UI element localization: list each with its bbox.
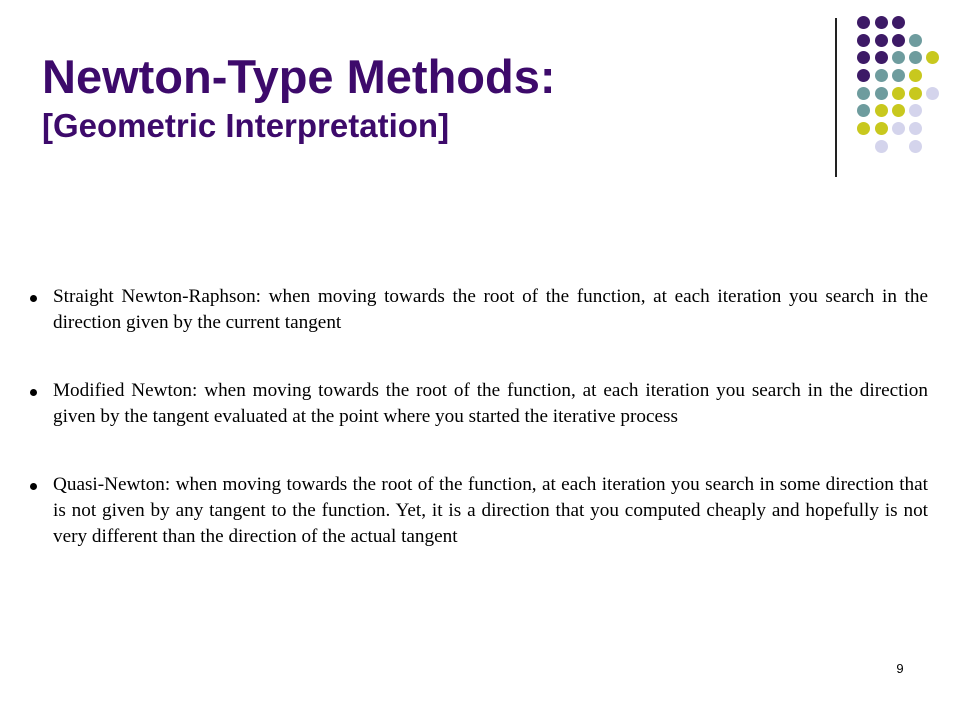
bullet-list xyxy=(28,284,928,550)
decorative-dot-icon xyxy=(875,16,888,29)
decorative-dot-icon xyxy=(909,122,922,135)
decorative-dot-icon xyxy=(909,51,922,64)
slide-subtitle: [Geometric Interpretation] xyxy=(42,107,450,144)
divider-line xyxy=(835,18,837,177)
bullet-text: Straight Newton-Raphson: when moving towards the root of the function, at each iteration you search in the direction given by the current tangent xyxy=(53,286,928,333)
decorative-dot-icon xyxy=(909,34,922,47)
decorative-dot-icon xyxy=(875,51,888,64)
bullet-item-quasi-newton xyxy=(28,472,928,550)
decorative-dot-icon xyxy=(875,87,888,100)
decorative-dot-icon xyxy=(875,140,888,153)
decorative-dot-icon xyxy=(857,69,870,82)
bullet-item-newton-raphson xyxy=(28,284,928,336)
decorative-dot-icon xyxy=(857,51,870,64)
bullet-text: Modified Newton: when moving towards the root of the function, at each iteration you search in the direction given by the tangent evaluated at the point where you started the iterative process xyxy=(53,380,928,427)
decorative-dot-icon xyxy=(857,122,870,135)
decorative-dot-icon xyxy=(892,104,905,117)
decorative-dot-icon xyxy=(892,87,905,100)
title-block xyxy=(42,50,556,146)
decorative-dot-icon xyxy=(892,16,905,29)
page-number: 9 xyxy=(896,661,904,676)
decorative-dot-icon xyxy=(892,69,905,82)
decorative-dot-icon xyxy=(875,69,888,82)
decorative-dot-icon xyxy=(857,104,870,117)
decorative-dot-icon xyxy=(909,69,922,82)
bullet-dot-icon xyxy=(30,389,37,396)
decorative-dot-icon xyxy=(892,34,905,47)
bullet-text: Quasi-Newton: when moving towards the root of the function, at each iteration you search in some direction that is not given by any tangent to the function. Yet, it is a direction that you computed cheaply and hopefully is not very different than the direction of the actual tangent xyxy=(53,474,928,547)
decorative-dot-icon xyxy=(857,16,870,29)
bullet-dot-icon xyxy=(30,483,37,490)
decorative-dot-icon xyxy=(875,122,888,135)
decorative-dot-icon xyxy=(909,104,922,117)
decorative-dot-icon xyxy=(875,34,888,47)
decorative-dot-icon xyxy=(926,87,939,100)
decorative-dot-icon xyxy=(909,87,922,100)
decorative-dot-icon xyxy=(857,34,870,47)
decorative-dot-icon xyxy=(857,87,870,100)
decorative-dot-icon xyxy=(926,51,939,64)
decorative-dot-icon xyxy=(875,104,888,117)
slide-title: Newton-Type Methods: xyxy=(42,50,556,103)
decorative-dot-icon xyxy=(892,122,905,135)
bullet-item-modified-newton xyxy=(28,378,928,430)
bullet-dot-icon xyxy=(30,295,37,302)
decorative-dot-icon xyxy=(892,51,905,64)
decorative-dot-icon xyxy=(909,140,922,153)
